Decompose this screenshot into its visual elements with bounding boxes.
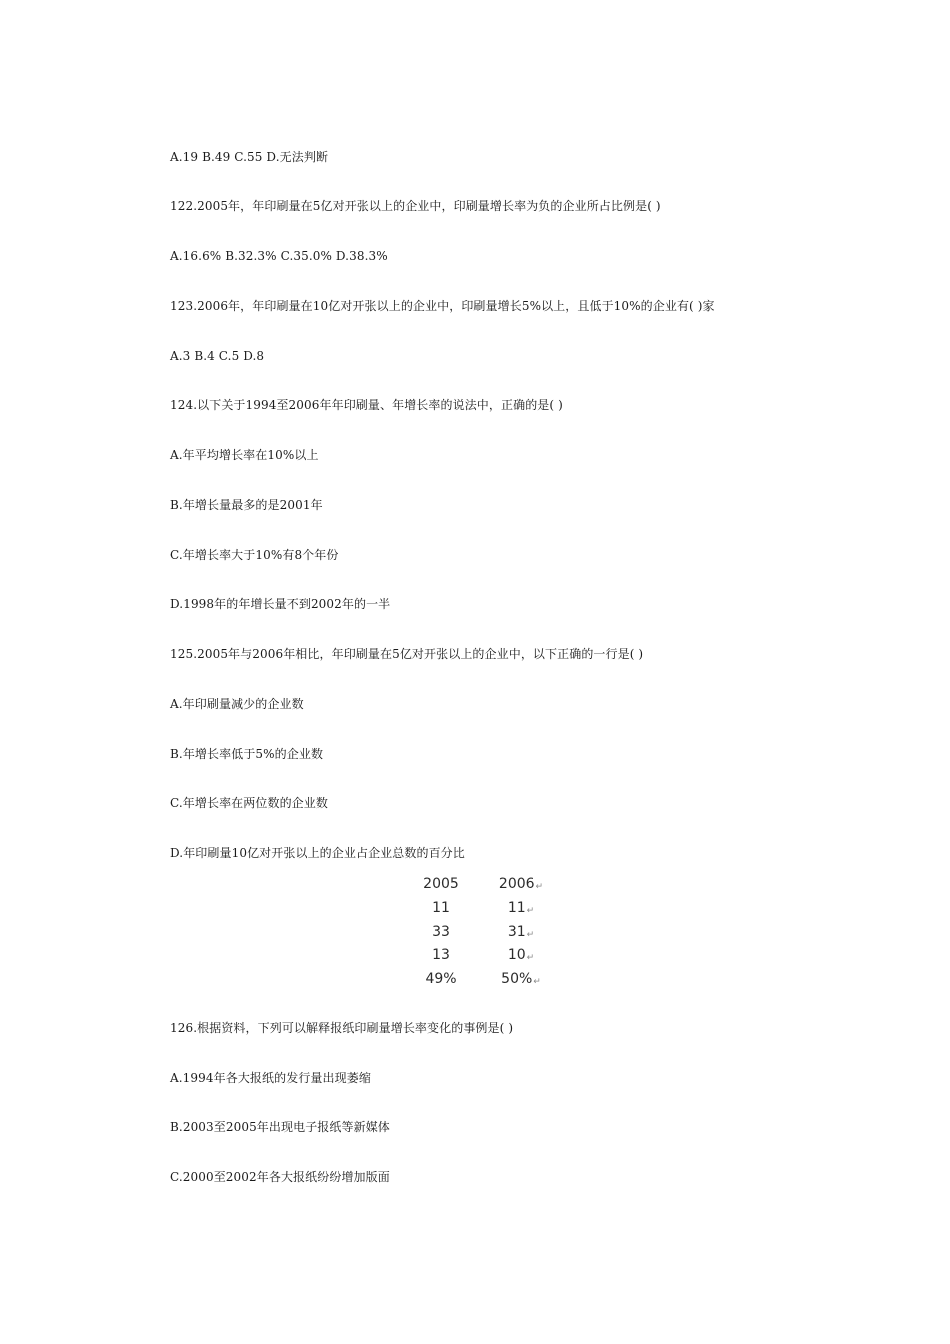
table-cell: 33 [432, 923, 450, 940]
q124-option-b: B.年增长量最多的是2001年 [170, 498, 323, 512]
q124-option-d: D.1998年的年增长量不到2002年的一半 [170, 597, 391, 611]
table-cell: 11 [432, 899, 450, 916]
q126-option-b: B.2003至2005年出现电子报纸等新媒体 [170, 1120, 390, 1134]
q124-question: 124.以下关于1994至2006年年印刷量、年增长率的说法中，正确的是( ) [170, 398, 563, 412]
return-mark-icon: ↵ [526, 905, 535, 916]
table-cell: 10↵ [507, 947, 535, 964]
return-mark-icon: ↵ [526, 953, 535, 964]
q125-option-c: C.年增长率在两位数的企业数 [170, 796, 328, 810]
table-row [410, 945, 560, 969]
q125-option-b: B.年增长率低于5%的企业数 [170, 747, 324, 761]
table-header-row [410, 874, 560, 898]
return-mark-icon: ↵ [526, 929, 535, 940]
table-row [410, 898, 560, 922]
q125-option-a: A.年印刷量减少的企业数 [170, 697, 304, 711]
table-header-cell: 2006↵ [498, 876, 544, 892]
q126-option-a: A.1994年各大报纸的发行量出现萎缩 [170, 1071, 371, 1085]
q124-option-c: C.年增长率大于10%有8个年份 [170, 548, 339, 562]
q121-options: A.19 B.49 C.55 D.无法判断 [170, 150, 329, 164]
table-cell: 13 [432, 947, 450, 964]
q123-options: A.3 B.4 C.5 D.8 [170, 349, 265, 363]
table-cell: 49% [425, 971, 457, 988]
q122-options: A.16.6% B.32.3% C.35.0% D.38.3% [170, 249, 388, 263]
q125-option-d: D.年印刷量10亿对开张以上的企业占企业总数的百分比 [170, 846, 465, 860]
q126-question: 126.根据资料，下列可以解释报纸印刷量增长率变化的事例是( ) [170, 1021, 514, 1035]
table-cell: 11↵ [507, 899, 535, 916]
q125-question: 125.2005年与2006年相比，年印刷量在5亿对开张以上的企业中，以下正确的一行是( ) [170, 647, 644, 661]
answer-table [410, 874, 560, 993]
q126-option-c: C.2000至2002年各大报纸纷纷增加版面 [170, 1170, 390, 1184]
table-row [410, 969, 560, 993]
q123-question: 123.2006年，年印刷量在10亿对开张以上的企业中，印刷量增长5%以上，且低于10%的企业有( )家 [170, 299, 715, 313]
table-cell: 50%↵ [501, 971, 541, 988]
table-header-cell: 2005 [423, 876, 459, 892]
q122-question: 122.2005年，年印刷量在5亿对开张以上的企业中，印刷量增长率为负的企业所占比例是( ) [170, 199, 661, 213]
return-mark-icon: ↵ [535, 882, 544, 892]
table-cell: 31↵ [507, 923, 535, 940]
return-mark-icon: ↵ [533, 977, 541, 988]
q124-option-a: A.年平均增长率在10%以上 [170, 448, 319, 462]
table-row [410, 922, 560, 946]
